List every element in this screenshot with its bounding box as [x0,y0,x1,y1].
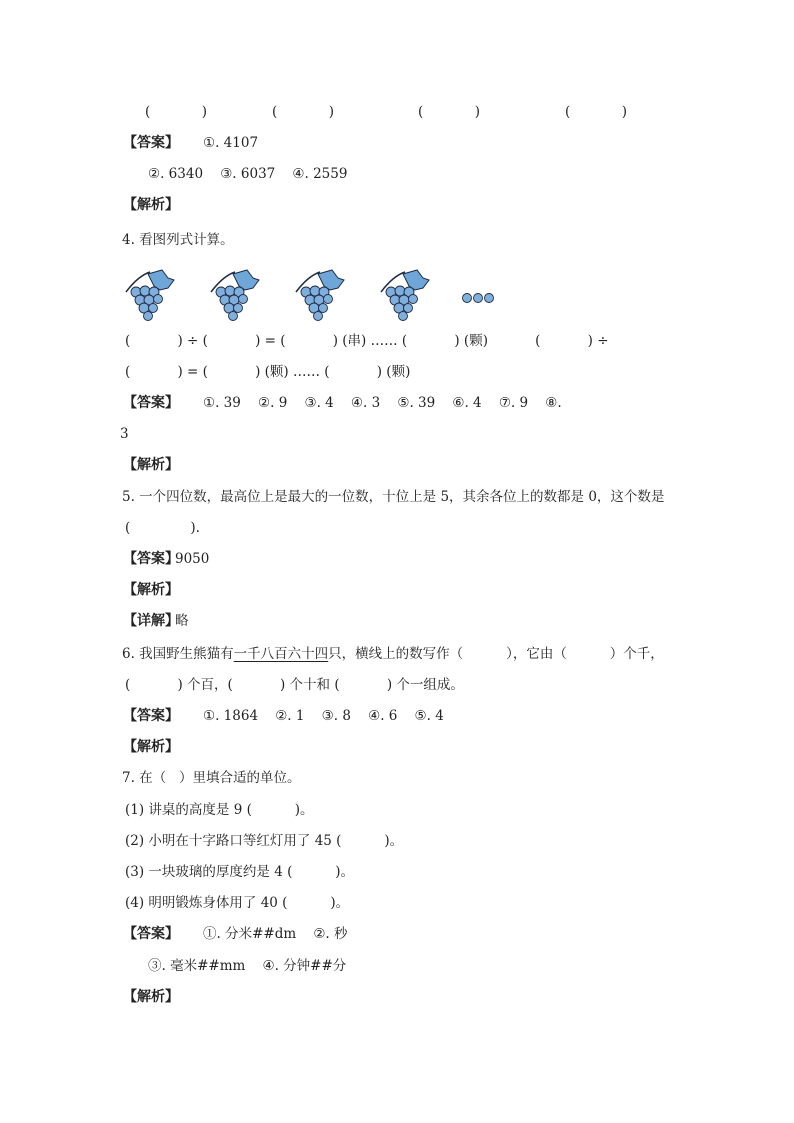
q7-answer-label: 【答案】 [123,926,179,942]
q4-equation-line1: ( ) ÷ ( ) = ( ) (串) …… ( ) (颗) ( ) ÷ [125,333,609,349]
q7-item-3: (3) 一块玻璃的厚度约是 4 ( )。 [125,864,355,880]
q4-answer-label: 【答案】 [123,395,179,411]
q3-analysis-label: 【解析】 [123,197,179,213]
q5-detail-label: 【详解】 [123,613,179,629]
q7-title: 7. 在（ ）里填合适的单位。 [122,770,301,786]
grape-figure [118,268,508,324]
q6-question-line2: ( ) 个百，( ) 个十和 ( ) 个一组成。 [125,677,464,693]
q4-analysis-label: 【解析】 [123,457,179,473]
q3-answer-line1: ①. 4107 [203,135,259,151]
q5-detail: 略 [175,613,189,629]
q3-blank-2: ( ) [272,104,335,120]
q7-answer-line1: ①. 分米##dm ②. 秒 [203,926,348,942]
q7-item-1: (1) 讲桌的高度是 9 ( )。 [125,802,314,818]
loose-grapes-icon [461,292,501,304]
q7-analysis-label: 【解析】 [123,989,179,1005]
grape-bunch-icon [373,268,433,322]
q6-underlined-number: 一千八百六十四 [233,646,329,662]
q7-item-4: (4) 明明锻炼身体用了 40 ( )。 [125,895,350,911]
q7-item-2: (2) 小明在十字路口等红灯用了 45 ( )。 [125,833,404,849]
q4-title: 4. 看图列式计算。 [122,232,234,248]
q6-line1-suffix: 只，横线上的数写作（ ），它由（ ）个千， [328,646,664,662]
q4-answer-line1: ①. 39 ②. 9 ③. 4 ④. 3 ⑤. 39 ⑥. 4 ⑦. 9 ⑧. [203,395,562,411]
q5-answer: 9050 [175,551,210,567]
q3-answer-label: 【答案】 [123,135,179,151]
q3-blank-1: ( ) [145,104,208,120]
q6-question-line1 [122,644,664,664]
q6-analysis-label: 【解析】 [123,739,179,755]
q4-equation-line2: ( ) = ( ) (颗) …… ( ) (颗) [125,364,411,380]
q5-analysis-label: 【解析】 [123,582,179,598]
q3-blank-4: ( ) [565,104,628,120]
q5-question-line1: 5. 一个四位数，最高位上是最大的一位数，十位上是 5，其余各位上的数都是 0，这个数是 [122,489,665,505]
q7-answer-line2: ③. 毫米##mm ④. 分钟##分 [148,958,347,974]
q4-answer-line2: 3 [120,426,129,442]
q6-answer: ①. 1864 ②. 1 ③. 8 ④. 6 ⑤. 4 [203,708,444,724]
q5-question-line2: ( ). [125,520,200,536]
grape-bunch-icon [288,268,348,322]
grape-bunch-icon [118,268,178,322]
q3-blank-3: ( ) [418,104,481,120]
q5-answer-label: 【答案】 [123,551,179,567]
q6-answer-label: 【答案】 [123,708,179,724]
q6-line1-prefix: 6. 我国野生熊猫有 [122,646,234,662]
grape-bunch-icon [203,268,263,322]
q3-answer-line2: ②. 6340 ③. 6037 ④. 2559 [148,166,348,182]
